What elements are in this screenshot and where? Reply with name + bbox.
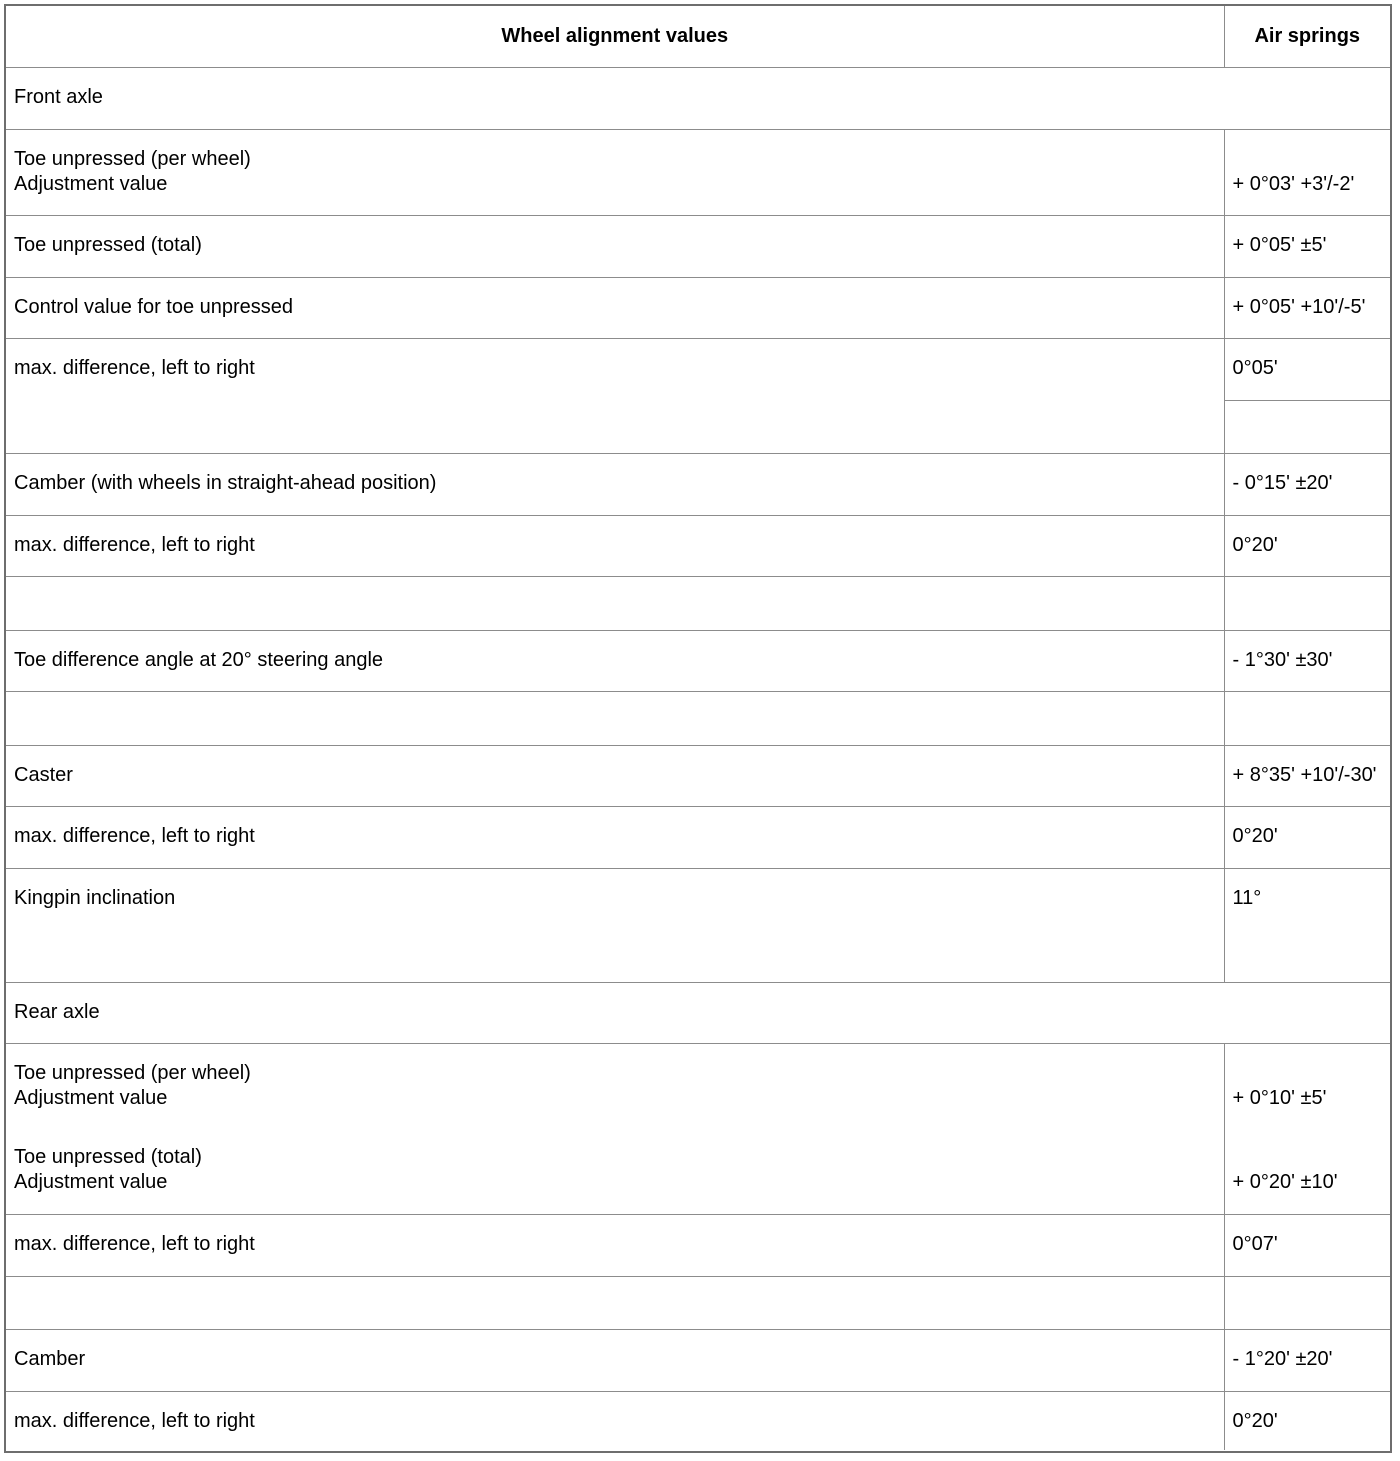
table-row — [6, 277, 1390, 338]
toe-per-wheel-value: + 0°03' +3'/-2' — [1224, 129, 1390, 215]
rear-camber-maxdiff-label: max. difference, left to right — [6, 1391, 1224, 1450]
row-values — [1224, 1043, 1390, 1214]
camber-maxdiff-label: max. difference, left to right — [6, 515, 1224, 576]
empty-cell — [6, 1276, 1224, 1329]
table-row-empty — [6, 1276, 1390, 1329]
caster-maxdiff-label: max. difference, left to right — [6, 806, 1224, 868]
section-row-rear-axle — [6, 982, 1390, 1043]
table-row — [6, 868, 1390, 982]
table-row — [6, 338, 1390, 400]
wheel-alignment-table — [4, 4, 1392, 1453]
kingpin-value: 11° — [1224, 868, 1390, 982]
header-air-springs: Air springs — [1224, 6, 1390, 67]
empty-cell — [1224, 400, 1390, 453]
rear-toe-total-value: + 0°20' ±10' — [1232, 1170, 1338, 1193]
toe-maxdiff-value: 0°05' — [1224, 338, 1390, 400]
table-row — [6, 515, 1390, 576]
empty-cell — [6, 576, 1224, 630]
rear-toe-per-wheel-label: Toe unpressed (per wheel) — [14, 1061, 251, 1084]
table-row-empty — [6, 576, 1390, 630]
table-row — [6, 745, 1390, 806]
control-value-label: Control value for toe unpressed — [6, 277, 1224, 338]
header-wheel-alignment: Wheel alignment values — [6, 6, 1224, 67]
row-label — [6, 1043, 1224, 1214]
toe-total-value: + 0°05' ±5' — [1224, 215, 1390, 277]
control-value: + 0°05' +10'/-5' — [1224, 277, 1390, 338]
empty-cell — [6, 691, 1224, 745]
caster-label: Caster — [6, 745, 1224, 806]
empty-cell — [1224, 691, 1390, 745]
section-title-front-axle: Front axle — [6, 67, 1390, 129]
table-row-empty — [6, 691, 1390, 745]
rear-adjustment-value-label: Adjustment value — [14, 1086, 168, 1109]
table-row — [6, 1391, 1390, 1450]
camber-label: Camber (with wheels in straight-ahead position) — [6, 453, 1224, 515]
table-row — [6, 129, 1390, 215]
alignment-table — [6, 6, 1390, 1450]
toe-total-label: Toe unpressed (total) — [6, 215, 1224, 277]
empty-cell — [1224, 1276, 1390, 1329]
section-title-rear-axle: Rear axle — [6, 982, 1390, 1043]
caster-value: + 8°35' +10'/-30' — [1224, 745, 1390, 806]
camber-value: - 0°15' ±20' — [1224, 453, 1390, 515]
rear-camber-value: - 1°20' ±20' — [1224, 1329, 1390, 1391]
table-row — [6, 453, 1390, 515]
table-row — [6, 806, 1390, 868]
section-row-front-axle — [6, 67, 1390, 129]
toe-per-wheel-label: Toe unpressed (per wheel) — [14, 147, 251, 170]
adjustment-value-label: Adjustment value — [14, 172, 168, 195]
rear-adjustment-value-label-2: Adjustment value — [14, 1170, 168, 1193]
rear-camber-label: Camber — [6, 1329, 1224, 1391]
table-row — [6, 630, 1390, 691]
caster-maxdiff-value: 0°20' — [1224, 806, 1390, 868]
table-row — [6, 1043, 1390, 1214]
rear-toe-per-wheel-value: + 0°10' ±5' — [1232, 1086, 1327, 1109]
rear-toe-maxdiff-label: max. difference, left to right — [6, 1214, 1224, 1276]
toe-difference-label: Toe difference angle at 20° steering angle — [6, 630, 1224, 691]
rear-camber-maxdiff-value: 0°20' — [1224, 1391, 1390, 1450]
table-row — [6, 215, 1390, 277]
table-row — [6, 1214, 1390, 1276]
toe-maxdiff-label: max. difference, left to right — [6, 338, 1224, 453]
empty-cell — [1224, 576, 1390, 630]
table-row — [6, 1329, 1390, 1391]
toe-difference-value: - 1°30' ±30' — [1224, 630, 1390, 691]
kingpin-label: Kingpin inclination — [6, 868, 1224, 982]
camber-maxdiff-value: 0°20' — [1224, 515, 1390, 576]
rear-toe-maxdiff-value: 0°07' — [1224, 1214, 1390, 1276]
row-label — [6, 129, 1224, 215]
table-header-row — [6, 6, 1390, 67]
rear-toe-total-label: Toe unpressed (total) — [14, 1145, 202, 1168]
